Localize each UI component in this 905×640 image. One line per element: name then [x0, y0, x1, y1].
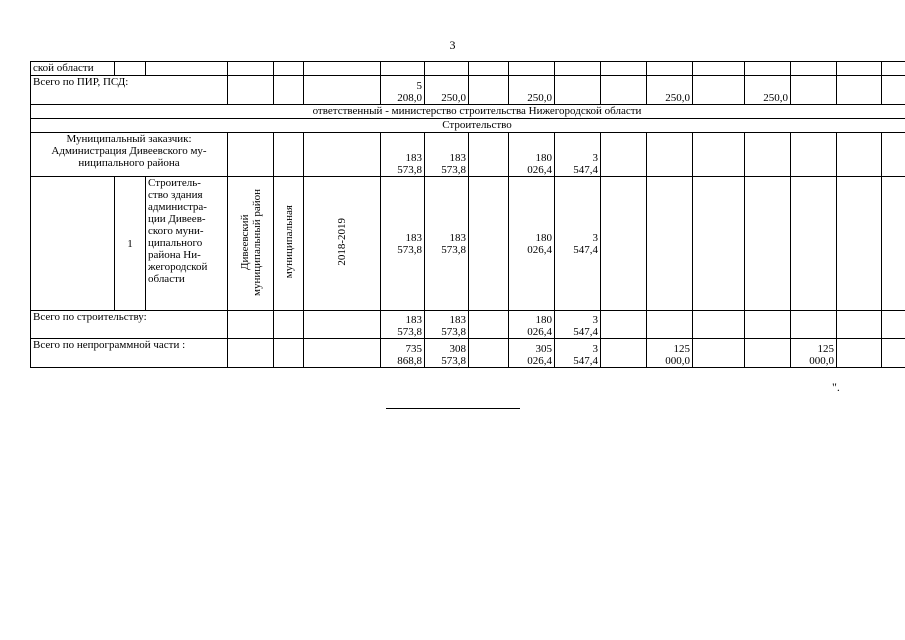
customer-value: 183 573,8: [381, 133, 425, 177]
pir-total-value: 250,0: [509, 76, 555, 105]
customer-label: Муниципальный заказчик: Администрация Дивеевского му- ниципального района: [31, 133, 228, 177]
construction-total-value: 180 026,4: [509, 311, 555, 339]
table-row: [31, 177, 905, 311]
construction-total-value: 183 573,8: [381, 311, 425, 339]
item-period: 2018-2019: [304, 177, 381, 311]
budget-table: [30, 61, 905, 368]
construction-total-value: 3 547,4: [555, 311, 601, 339]
footer-divider: [386, 408, 520, 409]
construction-total-value: 183 573,8: [425, 311, 469, 339]
pir-total-label: Всего по ПИР, ПСД:: [31, 76, 228, 105]
construction-total-label: Всего по строительству:: [31, 311, 228, 339]
nonprogram-total-label: Всего по непрограммной части :: [31, 339, 228, 368]
pir-total-value: 250,0: [425, 76, 469, 105]
item-value: 180 026,4: [509, 177, 555, 311]
pir-total-value: 250,0: [647, 76, 693, 105]
page-number: 3: [449, 38, 456, 52]
item-value: 183 573,8: [381, 177, 425, 311]
pir-total-value: 5 208,0: [381, 76, 425, 105]
item-name: Строитель- ство здания администра- ции Дивеев- ского муни- ципального района Ни- жегородской области: [146, 177, 228, 311]
table-row: [31, 62, 905, 76]
item-value: 183 573,8: [425, 177, 469, 311]
region-tail-cell: ской области: [31, 62, 115, 76]
nonprogram-total-value: 735 868,8: [381, 339, 425, 368]
item-index: 1: [115, 177, 146, 311]
item-district: Дивеевский муниципальный район: [228, 177, 274, 311]
pir-total-value: 250,0: [745, 76, 791, 105]
nonprogram-total-value: 305 026,4: [509, 339, 555, 368]
table-row: [31, 105, 905, 119]
table-row: [31, 133, 905, 177]
closing-quote: ".: [832, 380, 840, 394]
nonprogram-total-value: 3 547,4: [555, 339, 601, 368]
table-row: [31, 76, 905, 105]
section-title: Строительство: [31, 119, 905, 133]
nonprogram-total-value: 308 573,8: [425, 339, 469, 368]
nonprogram-total-value: 125 000,0: [647, 339, 693, 368]
nonprogram-total-value: 125 000,0: [791, 339, 837, 368]
item-value: 3 547,4: [555, 177, 601, 311]
responsible-row: ответственный - министерство строительства Нижегородской области: [31, 105, 905, 119]
item-ownership: муниципальная: [274, 177, 304, 311]
customer-value: 3 547,4: [555, 133, 601, 177]
table-row: [31, 311, 905, 339]
customer-value: 183 573,8: [425, 133, 469, 177]
table-row: [31, 339, 905, 368]
customer-value: 180 026,4: [509, 133, 555, 177]
table-row: [31, 119, 905, 133]
